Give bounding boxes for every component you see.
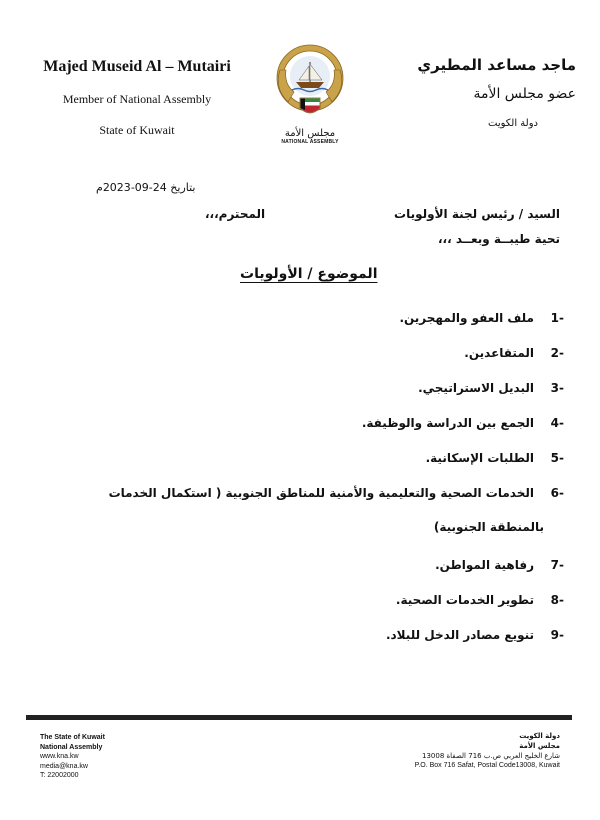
- kuwait-national-assembly-emblem-icon: [272, 40, 348, 130]
- footer-email: media@kna.kw: [40, 762, 88, 770]
- footer-address-en: P.O. Box 716 Safat, Postal Code13008, Kuwait: [414, 762, 560, 769]
- list-item: [84, 378, 564, 398]
- footer-assembly-en: National Assembly: [40, 743, 103, 751]
- letter-greeting: تحية طيبــة وبعــد ،،،: [438, 232, 560, 246]
- item-text: الطلبات الإسكانية.: [425, 451, 534, 465]
- item-number: -8: [550, 593, 564, 607]
- footer-arabic: [350, 731, 560, 771]
- national-assembly-emblem: [272, 40, 348, 152]
- list-item: [84, 590, 564, 610]
- footer-divider: [26, 715, 572, 720]
- sender-name-ar: ماجد مساعد المطيري: [417, 56, 576, 74]
- footer-state-ar: دولة الكويت: [519, 732, 560, 740]
- emblem-caption-ar: مجلس الأمة: [284, 128, 336, 139]
- letter-date: بتاريخ 24-09-2023م: [96, 181, 196, 194]
- list-item: [84, 343, 564, 363]
- item-text: الخدمات الصحية والتعليمية والأمنية للمناطق الجنوبية ( استكمال الخدمات: [108, 486, 534, 500]
- list-item: [84, 625, 564, 645]
- item-number: -9: [550, 628, 564, 642]
- item-text: تنويع مصادر الدخل للبلاد.: [385, 628, 534, 642]
- letter-addressee: السيد / رئيس لجنة الأولويات: [394, 207, 560, 221]
- item-text: المتقاعدين.: [464, 346, 534, 360]
- item-text: ملف العفو والمهجرين.: [399, 311, 534, 325]
- item-text-continuation: بالمنطقة الجنوبية): [433, 520, 544, 534]
- letter-subject: الموضوع / الأولويات: [240, 266, 378, 282]
- item-number: -4: [550, 416, 564, 430]
- item-text: البديل الاستراتيجي.: [418, 381, 534, 395]
- list-item: [84, 448, 564, 468]
- item-text: رفاهية المواطن.: [435, 558, 534, 572]
- list-item: [84, 483, 564, 537]
- header-english: [22, 58, 252, 138]
- header-arabic: [366, 56, 576, 129]
- item-number: -5: [550, 451, 564, 465]
- footer-address-ar: شارع الخليج العربي ص.ب 716 الصفاة 13008: [422, 752, 560, 760]
- item-number: -1: [550, 311, 564, 325]
- item-number: -2: [550, 346, 564, 360]
- sender-state-en: State of Kuwait: [99, 123, 175, 137]
- item-number: -6: [550, 486, 564, 500]
- footer-state-en: The State of Kuwait: [40, 734, 105, 741]
- item-number: -7: [550, 558, 564, 572]
- letter-honorific: المحترم،،،: [205, 207, 266, 221]
- footer-phone: T: 22002000: [40, 772, 79, 779]
- footer-website: www.kna.kw: [40, 753, 79, 760]
- item-text: الجمع بين الدراسة والوظيفة.: [361, 416, 534, 430]
- emblem-caption-en: NATIONAL ASSEMBLY: [281, 139, 339, 145]
- sender-title-en: Member of National Assembly: [62, 92, 212, 106]
- sender-name-en: Majed Museid Al – Mutairi: [43, 58, 231, 75]
- sender-title-ar: عضو مجلس الأمة: [473, 86, 576, 102]
- list-item: [84, 555, 564, 575]
- footer-assembly-ar: مجلس الأمة: [519, 742, 560, 750]
- item-text: تطوير الخدمات الصحية.: [395, 593, 534, 607]
- sender-state-ar: دولة الكويت: [488, 118, 538, 129]
- list-item: [84, 308, 564, 328]
- footer-english: [40, 733, 105, 781]
- list-item: [84, 413, 564, 433]
- item-number: -3: [550, 381, 564, 395]
